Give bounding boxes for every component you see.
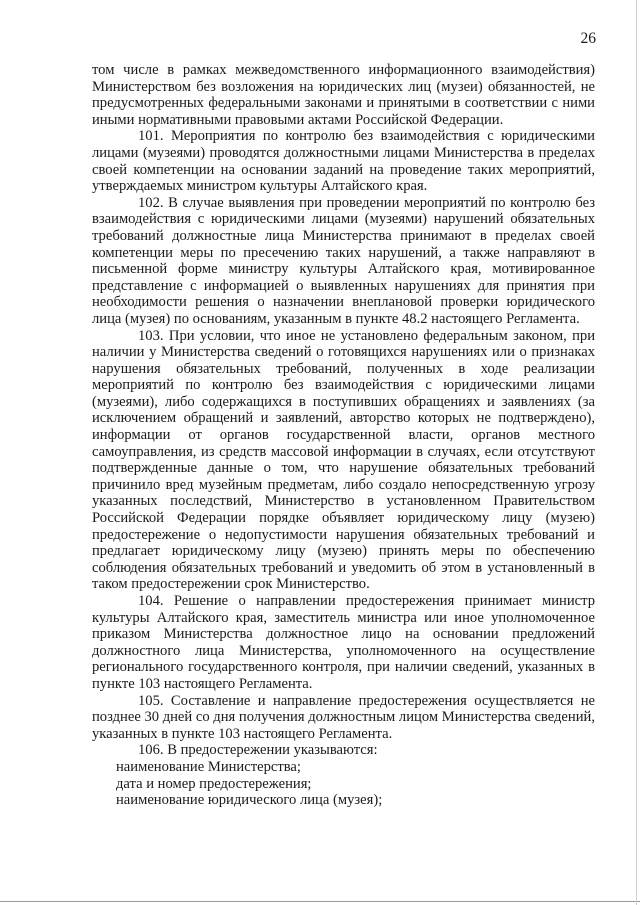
paragraph-102: 102. В случае выявления при проведении мероприятий по контролю без взаимодействия с юридическими лицами (музеями) нарушений обязательных требований должностные лица Министерства принимают в пределах своей компетенции меры по пресечению таких нарушений, а также направляют в письменной форме министру культуры Алтайского края, мотивированное представление с информацией о выявленных нарушениях для принятия при необходимости решения о назначении внеплановой проверки юридического лица (музея) по основаниям, указанным в пункте 48.2 настоящего Регламента.: [92, 194, 595, 327]
page-number: 26: [580, 30, 596, 47]
paragraph-104: 104. Решение о направлении предостережения принимает министр культуры Алтайского края, заместитель министра или иное уполномоченное приказом Министерства должностное лицо на основании предложений должностного лица Министерства, уполномоченного на осуществление регионального государственного контроля, при наличии сведений, указанных в пункте 103 настоящего Регламента.: [92, 593, 595, 692]
requirements-list: [92, 759, 595, 809]
scan-edge-right: [636, 0, 637, 905]
list-item: дата и номер предостережения;: [116, 775, 312, 792]
paragraph-106: 106. В предостережении указываются:: [138, 742, 378, 759]
paragraph-103: 103. При условии, что иное не установлено федеральным законом, при наличии у Министерства сведений о готовящихся нарушениях или о признаках нарушения обязательных требований, полученных в ходе реализации мероприятий по контролю без взаимодействия с юридическими лицами (музеями), либо содержащихся в поступивших обращениях и заявлениях (за исключением обращений и заявлений, авторство которых не подтверждено), информации от органов государственной власти, органов местного самоуправления, из средств массовой информации в случаях, если отсутствуют подтвержденные данные о том, что нарушение обязательных требований причинило вред музейным предметам, либо создало непосредственную угрозу указанных последствий, Министерство в установленном Правительством Российской Федерации порядке объявляет юридическому лицу (музею) предостережение о недопустимости нарушения обязательных требований и предлагает юридическому лицу (музею) принять меры по обеспечению соблюдения обязательных требований и уведомить об этом в установленный в таком предостережении срок Министерство.: [92, 327, 595, 593]
list-item: наименование юридического лица (музея);: [116, 792, 383, 809]
paragraph-continuation: том числе в рамках межведомственного информационного взаимодействия) Министерством без возложения на юридических лиц (музеи) обязанностей, не предусмотренных федеральными законами и принятыми в соответствии с ними иными нормативными правовыми актами Российской Федерации.: [92, 62, 595, 128]
paragraph-105: 105. Составление и направление предостережения осуществляется не позднее 30 дней со дня получения должностным лицом Министерства сведений, указанных в пункте 103 настоящего Регламента.: [92, 692, 595, 742]
scan-edge-bottom: [0, 901, 640, 902]
document-body: [92, 62, 595, 809]
list-item: наименование Министерства;: [116, 758, 301, 775]
paragraph-101: 101. Мероприятия по контролю без взаимодействия с юридическими лицами (музеями) проводятся должностными лицами Министерства в пределах своей компетенции на основании заданий на проведение таких мероприятий, утверждаемых министром культуры Алтайского края.: [92, 128, 595, 195]
